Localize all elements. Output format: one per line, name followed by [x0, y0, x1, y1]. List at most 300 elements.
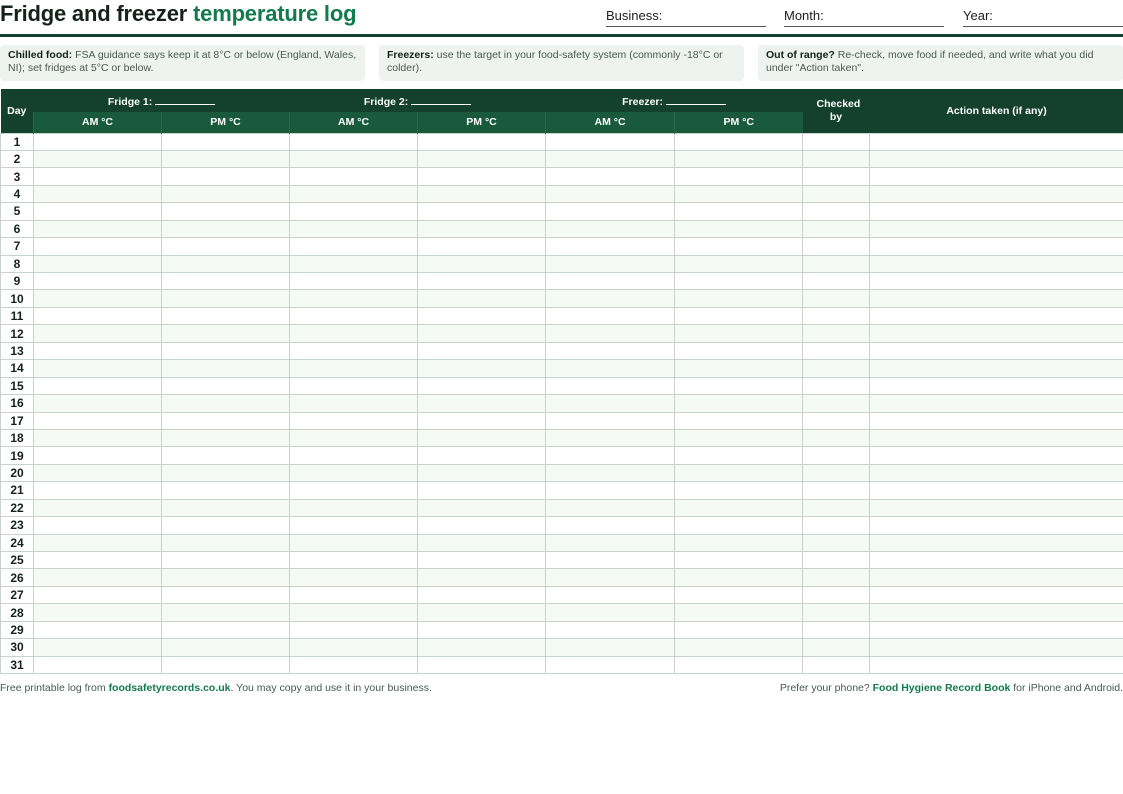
checked-by-cell[interactable] — [803, 238, 870, 255]
freezer-am-cell[interactable] — [546, 342, 675, 359]
fridge-2-am-cell[interactable] — [290, 168, 418, 185]
fridge-1-am-cell[interactable] — [34, 499, 162, 516]
checked-by-cell[interactable] — [803, 290, 870, 307]
fridge-1-pm-cell[interactable] — [162, 377, 290, 394]
fridge-1-am-cell[interactable] — [34, 604, 162, 621]
freezer-pm-cell[interactable] — [675, 429, 803, 446]
fridge-1-pm-cell[interactable] — [162, 552, 290, 569]
fridge-2-am-cell[interactable] — [290, 150, 418, 167]
freezer-am-cell[interactable] — [546, 517, 675, 534]
checked-by-cell[interactable] — [803, 255, 870, 272]
day-number: 19 — [1, 447, 34, 464]
checked-by-cell[interactable] — [803, 220, 870, 237]
action-taken-cell[interactable] — [870, 220, 1123, 237]
fridge-2-am-cell[interactable] — [290, 482, 418, 499]
freezer-am-cell[interactable] — [546, 377, 675, 394]
table-row — [1, 255, 1123, 272]
table-row — [1, 168, 1123, 185]
checked-by-cell[interactable] — [803, 395, 870, 412]
fridge-1-label: Fridge 1: — [107, 95, 153, 108]
fridge-2-am-cell[interactable] — [290, 412, 418, 429]
freezer-am-cell[interactable] — [546, 534, 675, 551]
fridge-1-pm-cell[interactable] — [162, 185, 290, 202]
freezer-am-cell[interactable] — [546, 499, 675, 516]
fridge-2-pm-cell[interactable] — [418, 621, 546, 638]
action-taken-cell[interactable] — [870, 621, 1123, 638]
freezer-name-blank[interactable] — [666, 94, 726, 105]
action-taken-cell[interactable] — [870, 429, 1123, 446]
fridge-2-pm-cell[interactable] — [418, 220, 546, 237]
action-taken-cell[interactable] — [870, 377, 1123, 394]
checked-by-cell[interactable] — [803, 133, 870, 150]
fridge-1-am-cell[interactable] — [34, 273, 162, 290]
fridge-1-am-cell[interactable] — [34, 656, 162, 673]
fridge-1-am-cell[interactable] — [34, 203, 162, 220]
fridge-1-pm-cell[interactable] — [162, 307, 290, 324]
fridge-1-pm-cell[interactable] — [162, 395, 290, 412]
fridge-1-am-cell[interactable] — [34, 290, 162, 307]
note-heading: Out of range? — [766, 49, 835, 61]
freezer-pm-cell[interactable] — [675, 290, 803, 307]
freezer-am-cell[interactable] — [546, 569, 675, 586]
action-taken-cell[interactable] — [870, 464, 1123, 481]
checked-by-cell[interactable] — [803, 447, 870, 464]
fridge-2-am-cell[interactable] — [290, 203, 418, 220]
fridge-2-am-cell[interactable] — [290, 290, 418, 307]
fridge-1-pm-cell[interactable] — [162, 517, 290, 534]
freezer-am-cell[interactable] — [546, 203, 675, 220]
checked-by-cell[interactable] — [803, 150, 870, 167]
fridge-1-pm-cell[interactable] — [162, 150, 290, 167]
fridge-1-am-cell[interactable] — [34, 569, 162, 586]
app-link[interactable]: Food Hygiene Record Book — [872, 682, 1011, 694]
freezer-pm-cell[interactable] — [675, 342, 803, 359]
footer-left-suffix: . You may copy and use it in your business. — [230, 682, 432, 694]
fridge-2-pm-cell[interactable] — [418, 273, 546, 290]
freezer-am-cell[interactable] — [546, 273, 675, 290]
checked-by-cell[interactable] — [803, 639, 870, 656]
freezer-pm-cell[interactable] — [675, 639, 803, 656]
freezer-am-cell[interactable] — [546, 325, 675, 342]
freezer-pm-cell[interactable] — [675, 150, 803, 167]
action-taken-cell[interactable] — [870, 499, 1123, 516]
day-number: 9 — [1, 273, 34, 290]
fridge-2-pm-cell[interactable] — [418, 133, 546, 150]
checked-by-cell[interactable] — [803, 482, 870, 499]
action-taken-cell[interactable] — [870, 517, 1123, 534]
freezer-am-cell[interactable] — [546, 447, 675, 464]
checked-by-cell[interactable] — [803, 307, 870, 324]
fridge-2-am-cell[interactable] — [290, 517, 418, 534]
freezer-pm-cell[interactable] — [675, 360, 803, 377]
fridge-2-am-cell[interactable] — [290, 133, 418, 150]
action-taken-cell[interactable] — [870, 447, 1123, 464]
checked-by-cell[interactable] — [803, 552, 870, 569]
day-number: 18 — [1, 429, 34, 446]
checked-by-cell[interactable] — [803, 273, 870, 290]
freezer-pm-cell[interactable] — [675, 412, 803, 429]
freezer-am-cell[interactable] — [546, 482, 675, 499]
fridge-1-pm-cell[interactable] — [162, 342, 290, 359]
note-heading: Chilled food: — [8, 49, 73, 61]
fridge-1-am-cell[interactable] — [34, 238, 162, 255]
fridge-2-pm-cell[interactable] — [418, 499, 546, 516]
checked-by-cell[interactable] — [803, 185, 870, 202]
fridge-2-pm-cell[interactable] — [418, 290, 546, 307]
table-row — [1, 185, 1123, 202]
table-row — [1, 273, 1123, 290]
fridge-2-pm-cell[interactable] — [418, 464, 546, 481]
fridge-2-am-cell[interactable] — [290, 429, 418, 446]
table-row — [1, 534, 1123, 551]
fridge-2-am-cell[interactable] — [290, 552, 418, 569]
fridge-1-am-cell[interactable] — [34, 586, 162, 603]
fridge-2-pm-cell[interactable] — [418, 656, 546, 673]
fridge-1-pm-cell[interactable] — [162, 604, 290, 621]
freezer-am-cell[interactable] — [546, 220, 675, 237]
fridge-2-pm-cell[interactable] — [418, 604, 546, 621]
fridge-1-pm-cell[interactable] — [162, 412, 290, 429]
fridge-2-am-cell[interactable] — [290, 220, 418, 237]
fridge-2-am-cell[interactable] — [290, 656, 418, 673]
fridge-1-pm-cell[interactable] — [162, 429, 290, 446]
freezer-am-cell[interactable] — [546, 307, 675, 324]
fridge-1-am-cell[interactable] — [34, 168, 162, 185]
fridge-1-am-cell[interactable] — [34, 395, 162, 412]
fridge-2-pm-cell[interactable] — [418, 185, 546, 202]
day-number: 20 — [1, 464, 34, 481]
freezer-am-cell[interactable] — [546, 133, 675, 150]
table-row — [1, 621, 1123, 638]
table-row — [1, 290, 1123, 307]
freezer-pm-cell[interactable] — [675, 133, 803, 150]
fridge-1-pm-cell[interactable] — [162, 238, 290, 255]
action-taken-cell[interactable] — [870, 325, 1123, 342]
action-taken-cell[interactable] — [870, 586, 1123, 603]
freezer-am-cell[interactable] — [546, 395, 675, 412]
freezer-pm-cell[interactable] — [675, 464, 803, 481]
fridge-2-pm-cell[interactable] — [418, 168, 546, 185]
month-label: Month: — [784, 8, 824, 23]
freezer-pm-cell[interactable] — [675, 534, 803, 551]
day-number: 29 — [1, 621, 34, 638]
action-taken-cell[interactable] — [870, 307, 1123, 324]
business-label: Business: — [606, 8, 663, 23]
freezer-am-cell[interactable] — [546, 360, 675, 377]
business-field[interactable] — [606, 8, 766, 27]
fridge-2-am-cell[interactable] — [290, 342, 418, 359]
checked-by-cell[interactable] — [803, 412, 870, 429]
fridge-2-am-cell[interactable] — [290, 586, 418, 603]
fridge-2-pm-cell[interactable] — [418, 307, 546, 324]
fridge-2-pm-cell[interactable] — [418, 517, 546, 534]
action-taken-cell[interactable] — [870, 203, 1123, 220]
fridge-1-am-cell[interactable] — [34, 534, 162, 551]
day-number: 22 — [1, 499, 34, 516]
fridge-1-am-cell[interactable] — [34, 482, 162, 499]
action-taken-cell[interactable] — [870, 482, 1123, 499]
website-link[interactable]: foodsafetyrecords.co.uk — [108, 682, 231, 694]
am-header: AM °C — [546, 112, 675, 133]
fridge-1-pm-cell[interactable] — [162, 447, 290, 464]
freezer-am-cell[interactable] — [546, 464, 675, 481]
fridge-1-am-cell[interactable] — [34, 447, 162, 464]
fridge-2-pm-cell[interactable] — [418, 255, 546, 272]
fridge-1-am-cell[interactable] — [34, 552, 162, 569]
freezer-pm-cell[interactable] — [675, 395, 803, 412]
fridge-2-pm-cell[interactable] — [418, 586, 546, 603]
fridge-2-am-cell[interactable] — [290, 447, 418, 464]
freezer-pm-cell[interactable] — [675, 255, 803, 272]
pm-header: PM °C — [418, 112, 546, 133]
fridge-2-pm-cell[interactable] — [418, 552, 546, 569]
fridge-1-am-cell[interactable] — [34, 185, 162, 202]
checked-by-cell[interactable] — [803, 360, 870, 377]
freezer-pm-cell[interactable] — [675, 656, 803, 673]
month-field[interactable] — [784, 8, 944, 27]
fridge-1-am-cell[interactable] — [34, 621, 162, 638]
action-taken-cell[interactable] — [870, 342, 1123, 359]
fridge-1-am-cell[interactable] — [34, 342, 162, 359]
freezer-am-cell[interactable] — [546, 604, 675, 621]
fridge-2-pm-cell[interactable] — [418, 482, 546, 499]
action-taken-cell[interactable] — [870, 150, 1123, 167]
action-taken-cell[interactable] — [870, 238, 1123, 255]
fridge-1-am-cell[interactable] — [34, 464, 162, 481]
note-freezers — [379, 45, 744, 81]
action-taken-cell[interactable] — [870, 412, 1123, 429]
fridge-2-pm-cell[interactable] — [418, 412, 546, 429]
fridge-2-am-cell[interactable] — [290, 621, 418, 638]
table-row — [1, 307, 1123, 324]
fridge-1-pm-cell[interactable] — [162, 656, 290, 673]
fridge-2-pm-cell[interactable] — [418, 639, 546, 656]
action-taken-cell[interactable] — [870, 273, 1123, 290]
freezer-pm-cell[interactable] — [675, 482, 803, 499]
checked-by-cell[interactable] — [803, 168, 870, 185]
fridge-1-pm-cell[interactable] — [162, 534, 290, 551]
action-taken-cell[interactable] — [870, 290, 1123, 307]
fridge-1-name-blank[interactable] — [155, 94, 215, 105]
freezer-am-cell[interactable] — [546, 429, 675, 446]
fridge-1-am-cell[interactable] — [34, 517, 162, 534]
freezer-am-cell[interactable] — [546, 412, 675, 429]
freezer-pm-cell[interactable] — [675, 273, 803, 290]
fridge-2-pm-cell[interactable] — [418, 360, 546, 377]
fridge-2-pm-cell[interactable] — [418, 395, 546, 412]
guidance-notes — [0, 45, 1123, 81]
checked-by-cell[interactable] — [803, 377, 870, 394]
fridge-1-pm-cell[interactable] — [162, 621, 290, 638]
fridge-2-am-cell[interactable] — [290, 377, 418, 394]
fridge-1-am-cell[interactable] — [34, 429, 162, 446]
fridge-1-pm-cell[interactable] — [162, 464, 290, 481]
fridge-2-am-cell[interactable] — [290, 499, 418, 516]
checked-by-cell[interactable] — [803, 656, 870, 673]
fridge-1-am-cell[interactable] — [34, 412, 162, 429]
temperature-log-table — [0, 89, 1123, 674]
fridge-1-pm-cell[interactable] — [162, 255, 290, 272]
checked-by-cell[interactable] — [803, 534, 870, 551]
fridge-2-pm-cell[interactable] — [418, 534, 546, 551]
action-taken-cell[interactable] — [870, 255, 1123, 272]
fridge-2-pm-cell[interactable] — [418, 429, 546, 446]
action-taken-cell[interactable] — [870, 534, 1123, 551]
freezer-pm-cell[interactable] — [675, 185, 803, 202]
freezer-pm-cell[interactable] — [675, 499, 803, 516]
action-taken-cell[interactable] — [870, 656, 1123, 673]
fridge-1-am-cell[interactable] — [34, 255, 162, 272]
day-number: 8 — [1, 255, 34, 272]
day-number: 4 — [1, 185, 34, 202]
freezer-pm-cell[interactable] — [675, 238, 803, 255]
fridge-2-am-cell[interactable] — [290, 534, 418, 551]
freezer-am-cell[interactable] — [546, 552, 675, 569]
year-field[interactable] — [963, 8, 1123, 27]
action-taken-cell[interactable] — [870, 168, 1123, 185]
fridge-1-pm-cell[interactable] — [162, 273, 290, 290]
freezer-am-cell[interactable] — [546, 586, 675, 603]
freezer-am-cell[interactable] — [546, 168, 675, 185]
checked-by-cell[interactable] — [803, 604, 870, 621]
freezer-pm-cell[interactable] — [675, 203, 803, 220]
fridge-2-am-cell[interactable] — [290, 255, 418, 272]
fridge-2-am-cell[interactable] — [290, 569, 418, 586]
fridge-1-pm-cell[interactable] — [162, 586, 290, 603]
day-number: 17 — [1, 412, 34, 429]
fridge-1-am-cell[interactable] — [34, 150, 162, 167]
fridge-2-am-cell[interactable] — [290, 238, 418, 255]
action-taken-cell[interactable] — [870, 133, 1123, 150]
fridge-1-pm-cell[interactable] — [162, 220, 290, 237]
freezer-pm-cell[interactable] — [675, 569, 803, 586]
fridge-2-am-cell[interactable] — [290, 185, 418, 202]
fridge-1-am-cell[interactable] — [34, 325, 162, 342]
am-header: AM °C — [290, 112, 418, 133]
action-taken-header: Action taken (if any) — [870, 89, 1123, 133]
day-number: 3 — [1, 168, 34, 185]
checked-by-cell[interactable] — [803, 342, 870, 359]
freezer-pm-cell[interactable] — [675, 168, 803, 185]
fridge-2-am-cell[interactable] — [290, 273, 418, 290]
checked-by-cell[interactable] — [803, 621, 870, 638]
fridge-2-pm-cell[interactable] — [418, 569, 546, 586]
freezer-pm-cell[interactable] — [675, 377, 803, 394]
freezer-pm-cell[interactable] — [675, 621, 803, 638]
freezer-am-cell[interactable] — [546, 639, 675, 656]
freezer-pm-cell[interactable] — [675, 552, 803, 569]
freezer-am-cell[interactable] — [546, 290, 675, 307]
day-number: 2 — [1, 150, 34, 167]
fridge-1-header — [34, 89, 290, 112]
freezer-pm-cell[interactable] — [675, 325, 803, 342]
checked-by-cell[interactable] — [803, 517, 870, 534]
fridge-1-pm-cell[interactable] — [162, 290, 290, 307]
page-header — [0, 0, 1123, 37]
action-taken-cell[interactable] — [870, 569, 1123, 586]
freezer-am-cell[interactable] — [546, 185, 675, 202]
action-taken-cell[interactable] — [870, 360, 1123, 377]
fridge-2-pm-cell[interactable] — [418, 203, 546, 220]
fridge-2-am-cell[interactable] — [290, 325, 418, 342]
note-text: Re-check, move food if needed, and write what you did under "Action taken". — [766, 49, 1094, 74]
table-row — [1, 377, 1123, 394]
fridge-2-pm-cell[interactable] — [418, 150, 546, 167]
fridge-1-pm-cell[interactable] — [162, 325, 290, 342]
freezer-am-cell[interactable] — [546, 150, 675, 167]
action-taken-cell[interactable] — [870, 185, 1123, 202]
fridge-2-pm-cell[interactable] — [418, 447, 546, 464]
action-taken-cell[interactable] — [870, 604, 1123, 621]
fridge-2-pm-cell[interactable] — [418, 342, 546, 359]
fridge-1-pm-cell[interactable] — [162, 133, 290, 150]
freezer-am-cell[interactable] — [546, 621, 675, 638]
fridge-1-pm-cell[interactable] — [162, 569, 290, 586]
fridge-1-pm-cell[interactable] — [162, 203, 290, 220]
fridge-1-pm-cell[interactable] — [162, 639, 290, 656]
freezer-pm-cell[interactable] — [675, 586, 803, 603]
fridge-1-am-cell[interactable] — [34, 360, 162, 377]
fridge-1-pm-cell[interactable] — [162, 360, 290, 377]
table-row — [1, 586, 1123, 603]
freezer-pm-cell[interactable] — [675, 307, 803, 324]
day-number: 1 — [1, 133, 34, 150]
fridge-1-am-cell[interactable] — [34, 377, 162, 394]
fridge-2-am-cell[interactable] — [290, 307, 418, 324]
fridge-2-name-blank[interactable] — [411, 94, 471, 105]
checked-by-cell[interactable] — [803, 429, 870, 446]
checked-by-cell[interactable] — [803, 464, 870, 481]
note-out-of-range — [758, 45, 1123, 81]
fridge-2-am-cell[interactable] — [290, 360, 418, 377]
checked-by-cell[interactable] — [803, 499, 870, 516]
freezer-am-cell[interactable] — [546, 238, 675, 255]
freezer-pm-cell[interactable] — [675, 220, 803, 237]
fridge-1-am-cell[interactable] — [34, 220, 162, 237]
action-taken-cell[interactable] — [870, 639, 1123, 656]
day-number: 23 — [1, 517, 34, 534]
checked-by-cell[interactable] — [803, 569, 870, 586]
fridge-1-pm-cell[interactable] — [162, 499, 290, 516]
fridge-1-pm-cell[interactable] — [162, 168, 290, 185]
fridge-2-pm-cell[interactable] — [418, 238, 546, 255]
table-row — [1, 499, 1123, 516]
table-row — [1, 447, 1123, 464]
action-taken-cell[interactable] — [870, 395, 1123, 412]
fridge-1-pm-cell[interactable] — [162, 482, 290, 499]
action-taken-cell[interactable] — [870, 552, 1123, 569]
freezer-am-cell[interactable] — [546, 255, 675, 272]
fridge-2-pm-cell[interactable] — [418, 325, 546, 342]
checked-by-cell[interactable] — [803, 586, 870, 603]
freezer-pm-cell[interactable] — [675, 447, 803, 464]
fridge-2-am-cell[interactable] — [290, 639, 418, 656]
freezer-pm-cell[interactable] — [675, 604, 803, 621]
fridge-1-am-cell[interactable] — [34, 307, 162, 324]
fridge-1-am-cell[interactable] — [34, 133, 162, 150]
fridge-2-am-cell[interactable] — [290, 464, 418, 481]
freezer-pm-cell[interactable] — [675, 517, 803, 534]
fridge-2-pm-cell[interactable] — [418, 377, 546, 394]
checked-by-cell[interactable] — [803, 203, 870, 220]
fridge-2-am-cell[interactable] — [290, 604, 418, 621]
freezer-am-cell[interactable] — [546, 656, 675, 673]
day-number: 11 — [1, 307, 34, 324]
checked-by-cell[interactable] — [803, 325, 870, 342]
fridge-2-am-cell[interactable] — [290, 395, 418, 412]
table-row — [1, 220, 1123, 237]
fridge-1-am-cell[interactable] — [34, 639, 162, 656]
